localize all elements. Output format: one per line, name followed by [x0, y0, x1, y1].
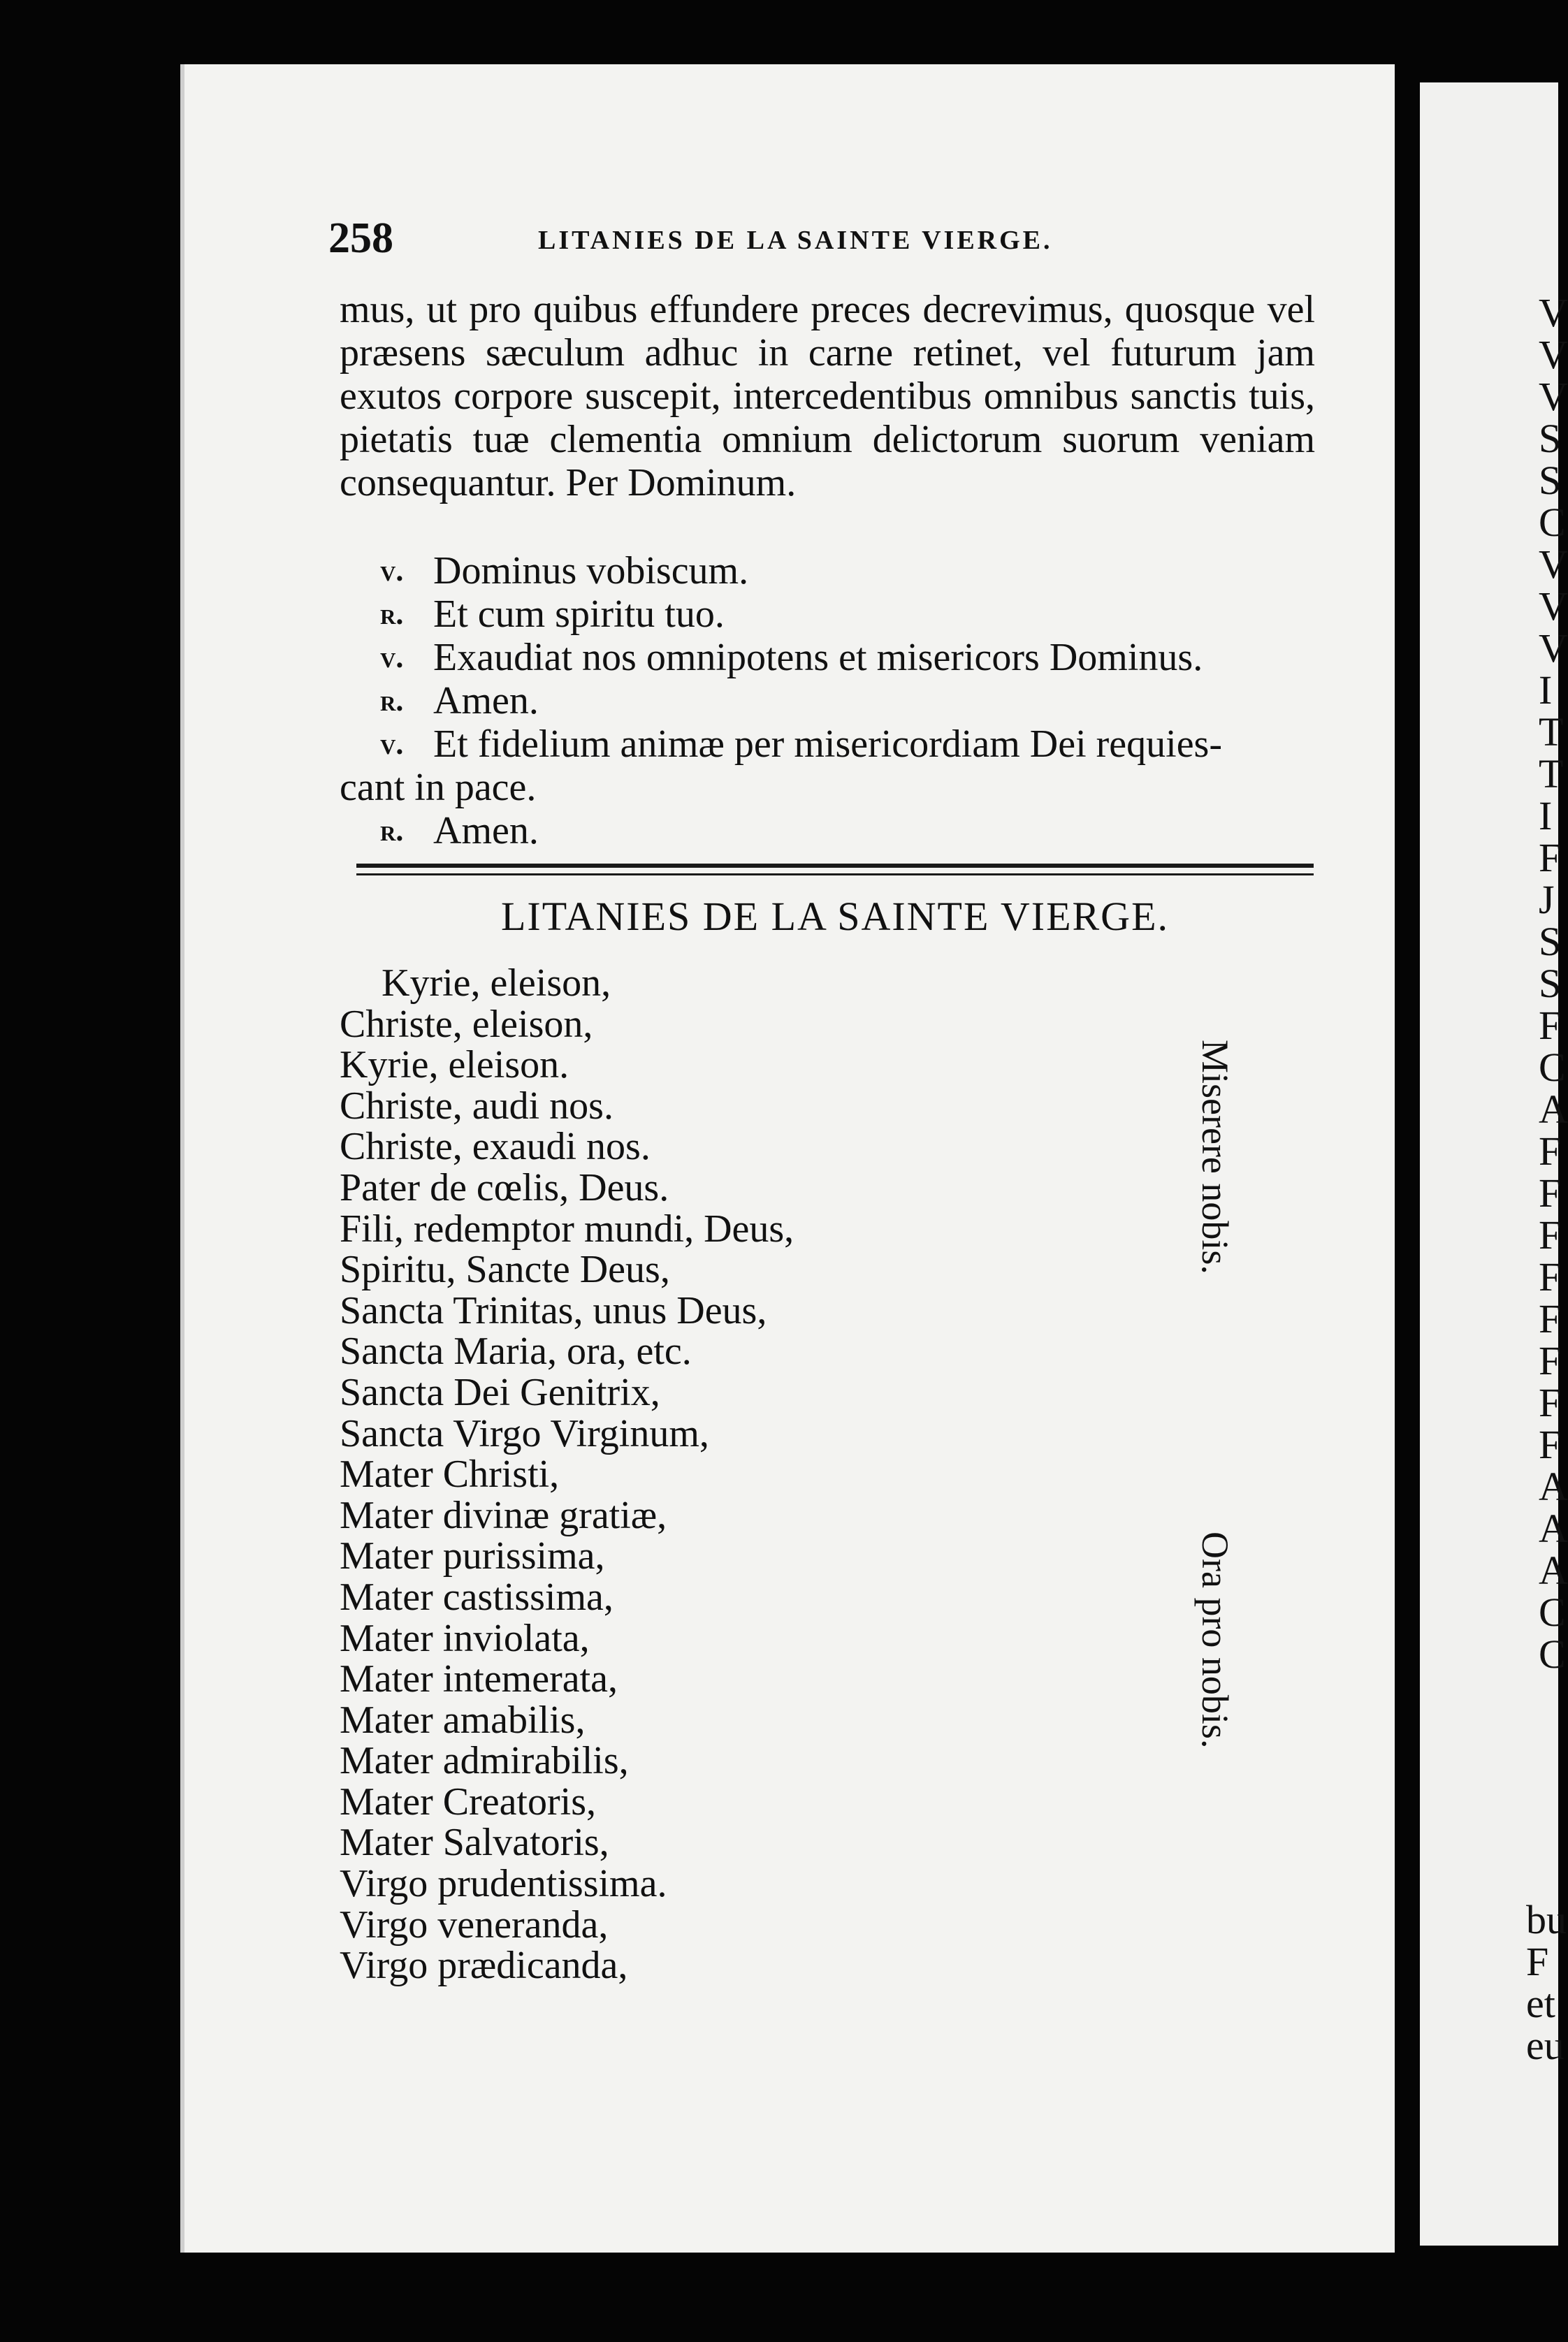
litany-line: Mater divinæ gratiæ, — [340, 1493, 667, 1537]
versicle-line — [340, 766, 1332, 809]
response-miserere: Miserere nobis. — [1194, 1040, 1236, 1274]
versicle-text: Exaudiat nos omnipotens et misericors Dominus. — [433, 636, 1203, 679]
response-ora: Ora pro nobis. — [1194, 1532, 1236, 1749]
versicle-text: Amen. — [433, 809, 539, 852]
versicle-line — [340, 722, 1332, 766]
litany-line: Mater admirabilis, — [340, 1739, 629, 1783]
litany-line: Sancta Virgo Virginum, — [340, 1411, 709, 1455]
litany-line: Virgo prudentissima. — [340, 1862, 667, 1906]
litany-line: Spiritu, Sancte Deus, — [340, 1248, 670, 1292]
litany-line: Christe, audi nos. — [340, 1084, 614, 1128]
versicle-line — [340, 809, 1332, 852]
litany-line: Pater de cœlis, Deus. — [340, 1165, 669, 1209]
litany-line: Christe, exaudi nos. — [340, 1125, 651, 1169]
litany-line: Mater amabilis, — [340, 1698, 586, 1742]
litany-line: Virgo prædicanda, — [340, 1944, 628, 1988]
litany-invocations — [340, 963, 1178, 1986]
litany-line: Virgo veneranda, — [340, 1903, 609, 1947]
litany-line: Kyrie, eleison, — [382, 961, 611, 1005]
section-divider — [356, 864, 1314, 868]
litany-line: Mater Christi, — [340, 1453, 560, 1497]
versicle-mark: r. — [380, 813, 404, 848]
section-divider-thin — [356, 873, 1314, 875]
page-number: 258 — [328, 214, 393, 262]
litany-line: Mater Salvatoris, — [340, 1821, 609, 1865]
versicle-text: cant in pace. — [340, 766, 537, 809]
versicle-mark: v. — [380, 553, 404, 588]
versicle-mark: v. — [380, 640, 404, 674]
section-title: LITANIES DE LA SAINTE VIERGE. — [500, 894, 1169, 939]
running-head: LITANIES DE LA SAINTE VIERGE. — [538, 226, 1053, 255]
versicle-responses — [340, 549, 1332, 852]
litany-line: Mater castissima, — [340, 1575, 614, 1619]
litany-line: Fili, redemptor mundi, Deus, — [340, 1207, 794, 1251]
facing-page-edge — [1420, 82, 1568, 2246]
litany-line: Sancta Maria, ora, etc. — [340, 1330, 692, 1374]
versicle-mark: v. — [380, 727, 404, 761]
versicle-line — [340, 679, 1332, 722]
versicle-text: Dominus vobiscum. — [433, 549, 749, 592]
litany-line: Mater intemerata, — [340, 1657, 618, 1701]
facing-page-initials: V V V S S C V V V I T T I F J S S F C A F F F F F F F F A A A C C — [1539, 290, 1568, 1677]
litany-line: Christe, eleison, — [340, 1002, 593, 1046]
litany-line: Sancta Dei Genitrix, — [340, 1370, 660, 1414]
prayer-paragraph: mus, ut pro quibus effundere preces decrevimus, quosque vel præsens sæculum adhuc in carne retinet, vel futurum jam exutos corpore suscepit, intercedentibus omnibus sanctis tuis, pietatis tuæ clementia omnium delictorum suorum veniam consequantur. Per Dominum. — [340, 288, 1315, 504]
litany-line: Sancta Trinitas, unus Deus, — [340, 1288, 767, 1332]
litany-line: Mater purissima, — [340, 1534, 605, 1578]
versicle-line — [340, 636, 1332, 679]
litany-line: Kyrie, eleison. — [340, 1043, 569, 1087]
versicle-text: Et fidelium animæ per misericordiam Dei requies- — [433, 722, 1222, 766]
versicle-mark: r. — [380, 597, 404, 631]
versicle-line — [340, 592, 1332, 636]
facing-page-fragments: bu F et eu — [1526, 1897, 1567, 2068]
versicle-text: Amen. — [433, 679, 539, 722]
litany-line: Mater Creatoris, — [340, 1780, 596, 1824]
versicle-line — [340, 549, 1332, 592]
versicle-mark: r. — [380, 683, 404, 718]
litany-line: Mater inviolata, — [340, 1616, 590, 1660]
versicle-text: Et cum spiritu tuo. — [433, 592, 725, 636]
